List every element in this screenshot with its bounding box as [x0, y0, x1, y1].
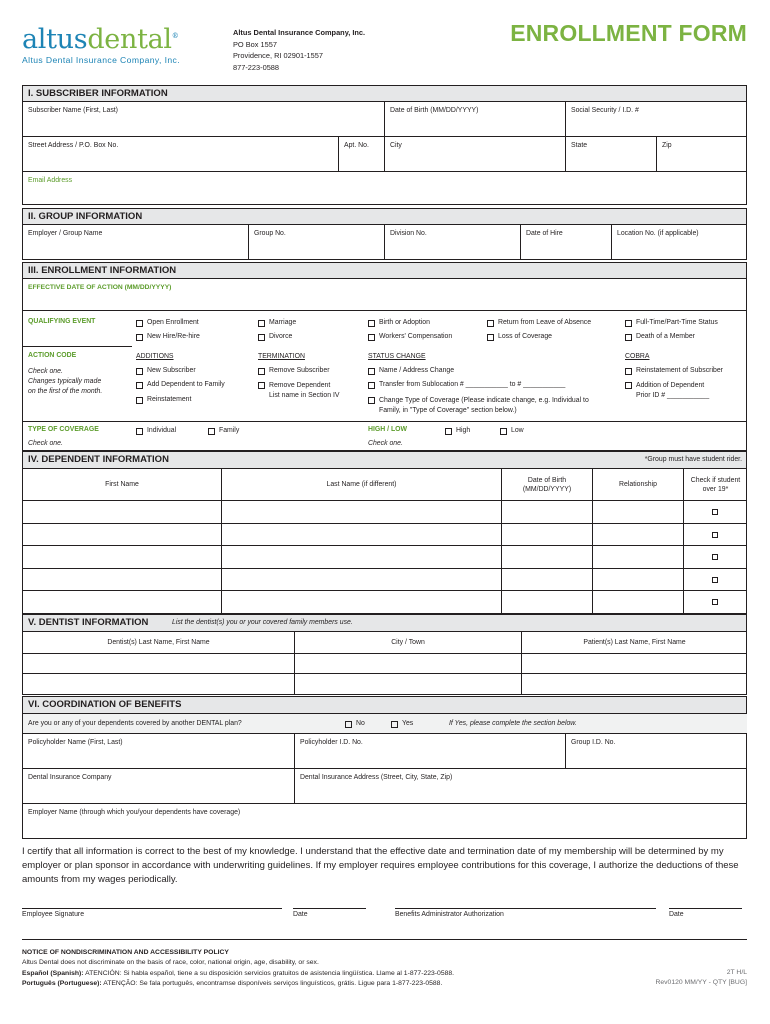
change-coverage-label: Change Type of Coverage (Please indicate change, e.g. Individual to — [379, 397, 589, 404]
form-title: ENROLLMENT FORM — [510, 20, 747, 46]
altus-dental-logo — [22, 22, 202, 65]
cob-if-yes-note: If Yes, please complete the section below. — [449, 720, 577, 727]
type-of-coverage-label: TYPE OF COVERAGE — [28, 426, 99, 433]
effective-date-field[interactable] — [23, 296, 746, 310]
checkbox-change-coverage-type[interactable] — [368, 396, 589, 416]
family-label: Family — [219, 427, 240, 434]
dentist-note: List the dentist(s) you or your covered family members use. — [172, 619, 353, 626]
dentist-table — [22, 631, 747, 695]
logo-trademark: ® — [171, 32, 179, 40]
remove-subscriber-label: Remove Subscriber — [269, 367, 330, 374]
change-coverage-note: Family, in "Type of Coverage" section below.) — [379, 407, 517, 414]
checkbox-name-address-change[interactable] — [368, 367, 454, 374]
dependent-student-cell — [684, 524, 747, 547]
group-no-label: Group No. — [254, 230, 286, 237]
checkbox-cobra-reinstatement[interactable] — [625, 367, 723, 374]
employee-date-label: Date — [293, 911, 308, 918]
status-change-heading: STATUS CHANGE — [368, 353, 426, 360]
individual-label: Individual — [147, 427, 177, 434]
employer-group-label: Employer / Group Name — [28, 230, 103, 237]
subscriber-box — [22, 101, 747, 205]
employee-signature-label: Employee Signature — [22, 911, 85, 918]
divider — [22, 310, 747, 311]
death-member-label: Death of a Member — [636, 333, 695, 340]
state-field[interactable] — [566, 137, 657, 172]
policyholder-id-label: Policyholder I.D. No. — [300, 739, 363, 746]
fulltime-status-label: Full-Time/Part-Time Status — [636, 319, 718, 326]
divorce-label: Divorce — [269, 333, 293, 340]
patient-name-header: Patient(s) Last Name, First Name — [583, 639, 686, 646]
apt-no-label: Apt. No. — [344, 142, 369, 149]
checkbox-cob-yes[interactable] — [391, 720, 413, 727]
dependent-last-name-input[interactable] — [222, 501, 502, 524]
termination-heading: TERMINATION — [258, 353, 305, 360]
effective-date-label: EFFECTIVE DATE OF ACTION (MM/DD/YYYY) — [28, 284, 172, 291]
group-box — [22, 224, 747, 260]
divider — [22, 421, 747, 422]
notice-divider — [22, 939, 747, 940]
col-city-town — [295, 632, 522, 654]
dependent-table — [22, 468, 747, 614]
zip-field[interactable] — [657, 137, 747, 172]
high-low-label: HIGH / LOW — [368, 426, 408, 433]
section-group-heading: II. GROUP INFORMATION — [22, 208, 747, 225]
admin-date-line[interactable] — [669, 908, 742, 909]
dependent-dob-input[interactable] — [502, 569, 593, 592]
student-checkbox[interactable] — [712, 577, 718, 583]
dentist-city-input-2[interactable] — [295, 674, 522, 695]
street-address-label: Street Address / P.O. Box No. — [28, 142, 119, 149]
dependent-relationship-input[interactable] — [593, 569, 684, 592]
dependent-relationship-input[interactable] — [593, 501, 684, 524]
subscriber-ssn-label: Social Security / I.D. # — [571, 107, 639, 114]
changes-note-1: Changes typically made — [28, 378, 102, 385]
name-address-change-label: Name / Address Change — [379, 367, 455, 374]
apt-no-field[interactable] — [339, 137, 385, 172]
reinstatement-label: Reinstatement — [147, 396, 192, 403]
certification-statement: I certify that all information is correct to the best of my knowledge. I understand that the effective date and termination date of my membership will be determined by my employer or plan sponsor in accordance with underwriting guidelines. If my employer requires employee contributions for this coverage, I authorize the deductions of these amounts from my wages periodically. — [22, 846, 739, 885]
insurance-company-field[interactable] — [23, 769, 295, 804]
cob-box — [22, 713, 747, 839]
division-no-field[interactable] — [385, 225, 521, 259]
city-field[interactable] — [385, 137, 566, 172]
dentist-name-input-1[interactable] — [23, 654, 295, 674]
dependent-dob-input[interactable] — [502, 501, 593, 524]
cob-employer-field[interactable] — [23, 804, 747, 839]
dependent-relationship-input[interactable] — [593, 524, 684, 547]
subscriber-name-label: Subscriber Name (First, Last) — [28, 107, 118, 114]
cob-no-label: No — [356, 720, 365, 727]
section-dependent-heading — [22, 451, 747, 469]
subscriber-name-field[interactable] — [23, 102, 385, 137]
cobra-add-dependent-label: Addition of Dependent — [636, 382, 705, 389]
checkbox-fulltime-status[interactable] — [625, 319, 718, 326]
policyholder-name-field[interactable] — [23, 734, 295, 769]
footer-revision: Rev0120 MM/YY - QTY [BUG] — [655, 979, 747, 987]
checkbox-workers-comp[interactable] — [368, 333, 452, 340]
dentist-city-input-1[interactable] — [295, 654, 522, 674]
col-date-of-birth — [502, 469, 593, 501]
policyholder-id-field[interactable] — [295, 734, 566, 769]
admin-authorization-label: Benefits Administrator Authorization — [395, 911, 504, 918]
employer-group-field[interactable] — [23, 225, 249, 259]
dependent-first-name-input[interactable] — [23, 591, 222, 614]
checkbox-birth-adoption[interactable] — [368, 319, 430, 326]
admin-authorization-line[interactable] — [395, 908, 656, 909]
dob-header-1: Date of Birth — [527, 477, 567, 484]
notice-portuguese-label: Português (Portuguese): — [22, 980, 102, 988]
checkbox-cobra-add-dependent[interactable] — [625, 381, 709, 401]
city-town-header: City / Town — [391, 639, 425, 646]
checkbox-new-subscriber[interactable] — [136, 367, 196, 374]
section-enrollment-heading: III. ENROLLMENT INFORMATION — [22, 262, 747, 279]
street-address-field[interactable] — [23, 137, 339, 172]
group-no-field[interactable] — [249, 225, 385, 259]
email-field[interactable] — [23, 172, 747, 205]
col-relationship — [593, 469, 684, 501]
logo-word-altus: altus — [22, 24, 88, 55]
cob-employer-label: Employer Name (through which you/your dependents have coverage) — [28, 809, 241, 816]
subscriber-ssn-field[interactable] — [566, 102, 747, 137]
division-no-label: Division No. — [390, 230, 427, 237]
employee-date-line[interactable] — [293, 908, 366, 909]
birth-adoption-label: Birth or Adoption — [379, 319, 430, 326]
notice-title: NOTICE OF NONDISCRIMINATION AND ACCESSIBILITY POLICY — [22, 949, 229, 956]
low-label: Low — [511, 427, 524, 434]
checkbox-divorce[interactable] — [258, 333, 292, 340]
policyholder-name-label: Policyholder Name (First, Last) — [28, 739, 123, 746]
checkbox-open-enrollment[interactable] — [136, 319, 199, 326]
section-subscriber-heading: I. SUBSCRIBER INFORMATION — [22, 85, 747, 102]
company-name: Altus Dental Insurance Company, Inc. — [233, 28, 366, 37]
subscriber-dob-field[interactable] — [385, 102, 566, 137]
dependent-heading-text: IV. DEPENDENT INFORMATION — [28, 454, 169, 465]
email-label: Email Address — [28, 177, 73, 184]
form-footer-codes — [655, 968, 747, 989]
high-label: High — [456, 427, 471, 434]
dob-header-2: (MM/DD/YYYY) — [522, 486, 572, 493]
first-name-header: First Name — [105, 481, 139, 488]
location-no-label: Location No. (if applicable) — [617, 230, 699, 237]
patient-name-input-2[interactable] — [522, 674, 747, 695]
date-of-hire-field[interactable] — [521, 225, 612, 259]
insurance-address-label: Dental Insurance Address (Street, City, State, Zip) — [300, 774, 453, 781]
company-address-line-2: Providence, RI 02901-1557 — [233, 51, 323, 60]
checkbox-reinstatement[interactable] — [136, 396, 191, 403]
dependent-first-name-input[interactable] — [23, 569, 222, 592]
dependent-first-name-input[interactable] — [23, 524, 222, 547]
dependent-last-name-input[interactable] — [222, 546, 502, 569]
dentist-name-input-2[interactable] — [23, 674, 295, 695]
cob-group-id-field[interactable] — [566, 734, 747, 769]
relationship-header: Relationship — [619, 481, 657, 488]
col-student — [684, 469, 747, 501]
action-code-note — [28, 367, 102, 397]
cob-yes-label: Yes — [402, 720, 414, 727]
insurance-company-label: Dental Insurance Company — [28, 774, 112, 781]
qualifying-event-label: QUALIFYING EVENT — [28, 318, 96, 325]
dependent-student-cell — [684, 501, 747, 524]
notice-line-1: Altus Dental does not discriminate on the basis of race, color, national origin, age, disability, or sex. — [22, 959, 319, 967]
cob-question-text: Are you or any of your dependents covered by another DENTAL plan? — [28, 720, 242, 727]
checkbox-high[interactable] — [445, 427, 470, 434]
open-enrollment-label: Open Enrollment — [147, 319, 199, 326]
dependent-dob-input[interactable] — [502, 546, 593, 569]
new-hire-label: New Hire/Re-hire — [147, 333, 200, 340]
checkbox-cob-no[interactable] — [345, 720, 365, 727]
new-subscriber-label: New Subscriber — [147, 367, 196, 374]
dependent-last-name-input[interactable] — [222, 524, 502, 547]
dependent-relationship-input[interactable] — [593, 546, 684, 569]
admin-date-label: Date — [669, 911, 684, 918]
student-checkbox[interactable] — [712, 532, 718, 538]
state-label: State — [571, 142, 588, 149]
divider — [22, 346, 132, 347]
notice-portuguese-text: ATENÇÃO: Se fala português, encontramse disponíveis serviços linguísticos, grátis. Ligue para 1-877-223-0588. — [103, 980, 443, 988]
checkbox-death-member[interactable] — [625, 333, 695, 340]
col-last-name — [222, 469, 502, 501]
location-no-field[interactable] — [612, 225, 747, 259]
checkbox-marriage[interactable] — [258, 319, 296, 326]
logo-word-dental: dental — [87, 24, 172, 55]
student-checkbox[interactable] — [712, 599, 718, 605]
dependent-student-cell — [684, 591, 747, 614]
col-patient-name — [522, 632, 747, 654]
dentist-name-header: Dentist(s) Last Name, First Name — [107, 639, 210, 646]
changes-note-2: on the first of the month. — [28, 388, 103, 395]
dentist-heading-text: V. DENTIST INFORMATION — [28, 617, 149, 628]
company-address-line-1: PO Box 1557 — [233, 39, 277, 49]
nondiscrimination-notice — [22, 948, 454, 990]
date-of-hire-label: Date of Hire — [526, 230, 563, 237]
student-rider-note: *Group must have student rider. — [644, 456, 742, 463]
dependent-last-name-input[interactable] — [222, 591, 502, 614]
dependent-student-cell — [684, 546, 747, 569]
dependent-student-cell — [684, 569, 747, 592]
section-cob-heading: VI. COORDINATION OF BENEFITS — [22, 696, 747, 714]
checkbox-low[interactable] — [500, 427, 524, 434]
checkbox-family[interactable] — [208, 427, 239, 434]
dependent-last-name-input[interactable] — [222, 569, 502, 592]
student-checkbox[interactable] — [712, 509, 718, 515]
checkbox-add-dependent[interactable] — [136, 381, 225, 388]
checkbox-return-leave[interactable] — [487, 319, 591, 326]
cob-group-id-label: Group I.D. No. — [571, 739, 616, 746]
cobra-reinstatement-label: Reinstatement of Subscriber — [636, 367, 723, 374]
logo-subtitle: Altus Dental Insurance Company, Inc. — [22, 55, 181, 65]
patient-name-input-1[interactable] — [522, 654, 747, 674]
action-code-label: ACTION CODE — [28, 352, 77, 359]
remove-dependent-label: Remove Dependent — [269, 382, 331, 389]
dependent-dob-input[interactable] — [502, 591, 593, 614]
transfer-sublocation-label: Transfer from Sublocation # ___________ to # ___________ — [379, 381, 566, 388]
loss-coverage-label: Loss of Coverage — [498, 333, 553, 340]
insurance-address-field[interactable] — [295, 769, 747, 804]
marriage-label: Marriage — [269, 319, 297, 326]
student-checkbox[interactable] — [712, 554, 718, 560]
city-label: City — [390, 142, 402, 149]
col-dentist-name — [23, 632, 295, 654]
section-dentist-heading — [22, 614, 747, 632]
dependent-relationship-input[interactable] — [593, 591, 684, 614]
notice-spanish-text: ATENCIÓN: Si habla español, tiene a su disposición servicios gratuitos de asistencia lingüística. Llame al 1-877-223-0588. — [85, 969, 455, 977]
dependent-first-name-input[interactable] — [23, 546, 222, 569]
checkbox-transfer-sublocation[interactable] — [368, 381, 565, 388]
checkbox-loss-coverage[interactable] — [487, 333, 552, 340]
cobra-heading: COBRA — [625, 353, 650, 360]
footer-form-code: 2T H/L — [726, 969, 747, 976]
notice-spanish-label: Español (Spanish): — [22, 969, 84, 977]
dependent-first-name-input[interactable] — [23, 501, 222, 524]
checkbox-new-hire[interactable] — [136, 333, 200, 340]
action-check-one: Check one. — [28, 368, 63, 375]
dependent-dob-input[interactable] — [502, 524, 593, 547]
zip-label: Zip — [662, 142, 672, 149]
student-header-2: over 19* — [702, 486, 729, 493]
additions-heading: ADDITIONS — [136, 353, 174, 360]
checkbox-remove-subscriber[interactable] — [258, 367, 330, 374]
checkbox-individual[interactable] — [136, 427, 176, 434]
checkbox-remove-dependent[interactable] — [258, 381, 339, 401]
return-leave-label: Return from Leave of Absence — [498, 319, 592, 326]
employee-signature-line[interactable] — [22, 908, 282, 909]
last-name-header: Last Name (if different) — [326, 481, 397, 488]
company-phone: 877-223-0588 — [233, 62, 280, 72]
student-header-1: Check if student — [690, 477, 741, 484]
cobra-prior-id-label: Prior ID # ___________ — [636, 392, 710, 399]
add-dependent-label: Add Dependent to Family — [147, 381, 225, 388]
coverage-check-one: Check one. — [28, 440, 63, 447]
col-first-name — [23, 469, 222, 501]
workers-comp-label: Workers' Compensation — [379, 333, 453, 340]
high-low-check-one: Check one. — [368, 440, 403, 447]
remove-dependent-note: List name in Section IV — [269, 392, 340, 399]
subscriber-dob-label: Date of Birth (MM/DD/YYYY) — [390, 107, 479, 114]
company-address-block — [233, 27, 365, 73]
